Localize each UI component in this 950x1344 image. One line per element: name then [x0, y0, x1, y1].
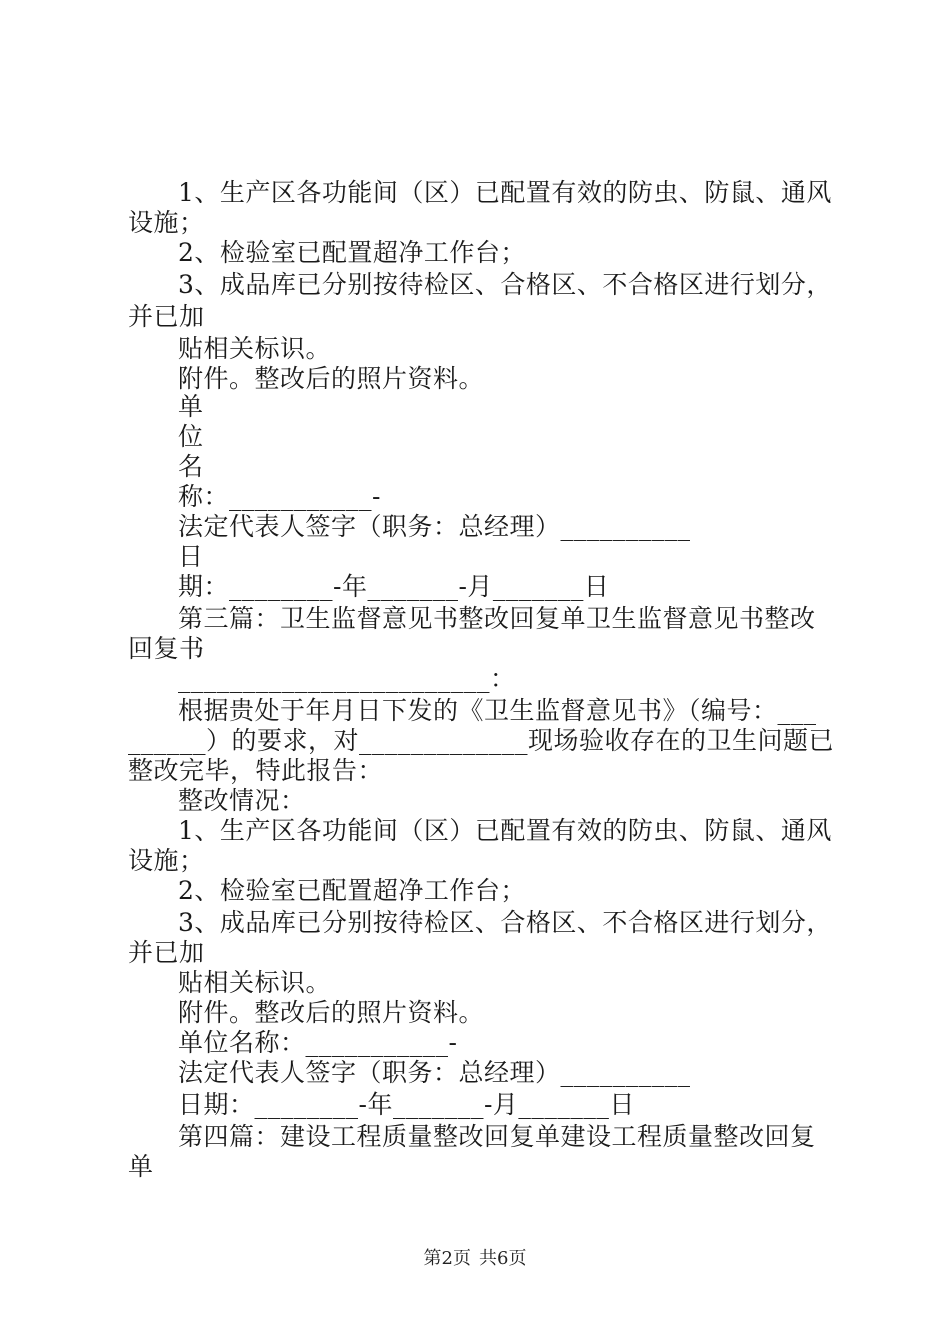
text-line: ________________________： [178, 664, 516, 693]
text-line: 贴相关标识。 [178, 334, 332, 363]
text-line: 法定代表人签字（职务：总经理）__________ [178, 512, 691, 541]
section-heading: 第四篇：建设工程质量整改回复单建设工程质量整改回复 [178, 1122, 816, 1151]
text-line: ______）的要求，对_____________现场验收存在的卫生问题已 [128, 726, 835, 755]
text-line: 法定代表人签字（职务：总经理）__________ [178, 1058, 691, 1087]
text-line: 并已加 [128, 938, 205, 967]
text-line: 附件。整改后的照片资料。 [178, 364, 485, 393]
text-line: 1、生产区各功能间（区）已配置有效的防虫、防鼠、通风 [178, 816, 832, 845]
page-number: 第2页 [423, 1248, 471, 1269]
page-total: 共6页 [479, 1248, 527, 1269]
text-line: 3、成品库已分别按待检区、合格区、不合格区进行划分， [178, 908, 832, 937]
text-line: 整改完毕，特此报告： [128, 756, 384, 785]
text-line: 设施； [128, 846, 205, 875]
text-line: 1、生产区各功能间（区）已配置有效的防虫、防鼠、通风 [178, 178, 832, 207]
text-line: 日 [178, 542, 204, 571]
text-line: 并已加 [128, 302, 205, 331]
text-line: 单位名称：___________- [178, 1028, 458, 1057]
text-line: 整改情况： [178, 786, 306, 815]
text-line: 2、检验室已配置超净工作台； [178, 238, 526, 267]
text-line: 3、成品库已分别按待检区、合格区、不合格区进行划分， [178, 270, 832, 299]
text-line: 单 [128, 1152, 154, 1181]
text-line: 附件。整改后的照片资料。 [178, 998, 485, 1027]
page-footer [0, 1244, 950, 1270]
section-heading: 第三篇：卫生监督意见书整改回复单卫生监督意见书整改 [178, 604, 816, 633]
text-line: 贴相关标识。 [178, 968, 332, 997]
text-line: 2、检验室已配置超净工作台； [178, 876, 526, 905]
text-line: 回复书 [128, 634, 205, 663]
text-line: 单 [178, 392, 204, 421]
text-line: 日期：________-年_______-月_______日 [178, 1090, 635, 1119]
text-line: 名 [178, 452, 204, 481]
text-line: 位 [178, 422, 204, 451]
text-line: 设施； [128, 208, 205, 237]
text-line: 期：________-年_______-月_______日 [178, 572, 610, 601]
text-line: 称：___________- [178, 482, 381, 511]
text-line: 根据贵处于年月日下发的《卫生监督意见书》（编号：___ [178, 696, 817, 725]
